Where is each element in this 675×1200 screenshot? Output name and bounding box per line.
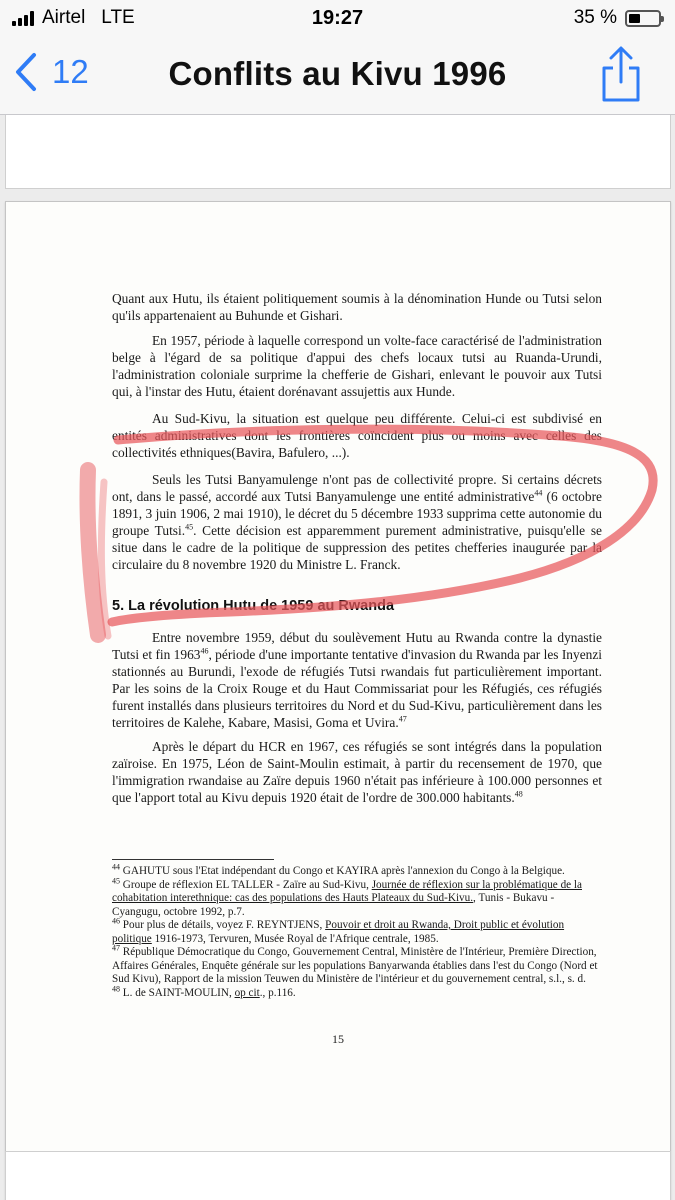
footnote-44-text: GAHUTU sous l'Etat indépendant du Congo et KAYIRA après l'annexion du Congo à la Belgique. [120, 865, 565, 877]
paragraph-4 [112, 471, 602, 573]
footnote-44-number: 44 [112, 862, 120, 872]
network-label: LTE [101, 7, 135, 28]
battery-icon [625, 10, 661, 27]
footnotes [112, 862, 602, 1000]
battery-percent: 35 % [573, 7, 617, 28]
footnote-47-text: République Démocratique du Congo, Gouvernement Central, Ministère de l'Intérieur, Première Direction, Affaires Générales, Enquête générale sur les populations Banyarwanda établies dans l'est du Congo (Nord et Sud Kivu), Rapport de la mission Teuwen du Ministère de l'intérieur et du gouvernement central, s.l., s. d. [112, 946, 598, 985]
footnote-45-text-b: , Tunis - Bukavu - Cyangugu, octobre 1992, p.7. [112, 892, 555, 918]
footnote-45-title: Journée de réflexion sur la problématique de la cohabitation interethnique: cas des populations des Hauts Plateaux du Sud-Kivu. [112, 878, 582, 904]
paragraph-3-text: Au Sud-Kivu, la situation est quelque peu différente. Celui-ci est subdivisé en entités administratives dont les frontières coïncident plus ou moins avec celles des collectivités ethniques(Bavira, Bafulero, ...). [112, 411, 602, 460]
footnote-divider [112, 859, 274, 860]
paragraph-5-part-b: , période d'une importante tentative d'invasion du Rwanda par les Inyenzi stationnés au Burundi, l'exode de réfugiés Tutsi rwandais fut particulièrement important. Par les soins de la Croix Rouge et du Haut Commissariat pour les Réfugiés, ces réfugiés furent installés dans plusieurs territoires du Nord et du Sud-Kivu, particulièrement dans les territoires de Kalehe, Kabare, Masisi, Goma et Uvira. [112, 647, 602, 730]
page-title: Conflits au Kivu 1996 [168, 55, 507, 92]
footnote-48-text-b: ., p.116. [259, 986, 296, 999]
paragraph-1-text: Quant aux Hutu, ils étaient politiquement soumis à la dénomination Hunde ou Tutsi selon qu'ils appartenaient au Buhunde et Gishari. [112, 291, 602, 323]
section-heading: 5. La révolution Hutu de 1959 au Rwanda [112, 598, 395, 614]
footnote-ref-46: 46 [200, 646, 209, 656]
back-count: 12 [52, 53, 89, 90]
footnote-46-title: Pouvoir et droit au Rwanda, Droit public et évolution politique [112, 919, 565, 945]
footnote-44 [112, 862, 602, 879]
paragraph-2 [112, 332, 602, 400]
footnote-48-text-a: L. de SAINT-MOULIN, [120, 986, 235, 999]
status-bar [0, 0, 675, 38]
footnote-48-number: 48 [112, 983, 120, 993]
footnote-45 [112, 875, 602, 920]
footnote-48-title: op cit [234, 986, 260, 999]
paragraph-5-part-a: Entre novembre 1959, début du soulèvement Hutu au Rwanda contre la dynastie Tutsi et fin 1963 [112, 630, 602, 662]
navigation-bar [0, 38, 675, 115]
footnote-45-number: 45 [112, 875, 120, 885]
footnote-48 [112, 983, 602, 1001]
paragraph-4-part-b: (6 octobre 1891, 3 juin 1906, 2 mai 1910), le décret du 5 décembre 1933 supprima cette autonomie du groupe Tutsi. [112, 489, 602, 538]
footnote-ref-48: 48 [514, 789, 523, 799]
status-right [574, 7, 661, 29]
footnote-46-text-b: 1916-1973, Tervuren, Musée Royal de l'Afrique centrale, 1985. [151, 932, 439, 945]
paragraph-6-text: Après le départ du HCR en 1967, ces réfugiés se sont intégrés dans la population zaïroise. En 1975, Léon de Saint-Moulin estimait, à partir du recensement de 1970, que l'immigration rwandaise au Zaïre depuis 1960 n'était pas inférieure à 100.000 personnes et que l'apport total au Kivu depuis 1920 était de l'ordre de 300.000 habitants. [112, 739, 602, 805]
paragraph-6 [112, 738, 602, 806]
footnote-47 [112, 943, 602, 987]
document-page [5, 201, 671, 1200]
paragraph-1 [112, 290, 602, 324]
footnote-ref-45: 45 [185, 522, 194, 532]
footnote-ref-47: 47 [398, 714, 407, 724]
paragraph-3 [112, 410, 602, 461]
footnote-46 [112, 916, 602, 946]
footnote-45-text-a: Groupe de réflexion EL TALLER - Zaïre au Sud-Kivu, [120, 878, 372, 891]
footnote-46-number: 46 [112, 916, 120, 926]
paragraph-2-text: En 1957, période à laquelle correspond un volte-face caractérisé de l'administration belge à l'égard de sa politique d'appui des chefs locaux tutsi au Ruanda-Urundi, l'administration coloniale surprime la chefferie de Gishari, enlevant le pouvoir aux Tutsi qui, à l'instar des Hutu, étaient dorénavant assujettis aux Hunde. [112, 333, 602, 399]
footnote-ref-44: 44 [534, 488, 543, 498]
footnote-46-text-a: Pour plus de détails, voyez F. REYNTJENS, [120, 919, 326, 931]
paragraph-5 [112, 629, 602, 731]
document-viewer[interactable] [0, 115, 675, 1200]
previous-page [5, 115, 671, 189]
share-button[interactable] [596, 46, 646, 102]
clock: 19:27 [311, 7, 364, 29]
paragraph-4-part-a: Seuls les Tutsi Banyamulenge n'ont pas de collectivité propre. Si certains décrets ont, dans le passé, accordé aux Tutsi Banyamulenge une entité administrative [112, 472, 602, 504]
share-icon [596, 46, 646, 104]
carrier-label: Airtel [42, 7, 86, 28]
paragraph-4-part-c: . Cette décision est apparemment purement administrative, puisqu'elle se situe dans le cadre de la politique de suppression des petites chefferies inaugurée par la circulaire du 8 novembre 1920 du Ministre L. Franck. [112, 523, 602, 572]
page-number: 15 [332, 1032, 344, 1046]
footnote-47-number: 47 [112, 943, 120, 953]
next-page [5, 1151, 671, 1200]
